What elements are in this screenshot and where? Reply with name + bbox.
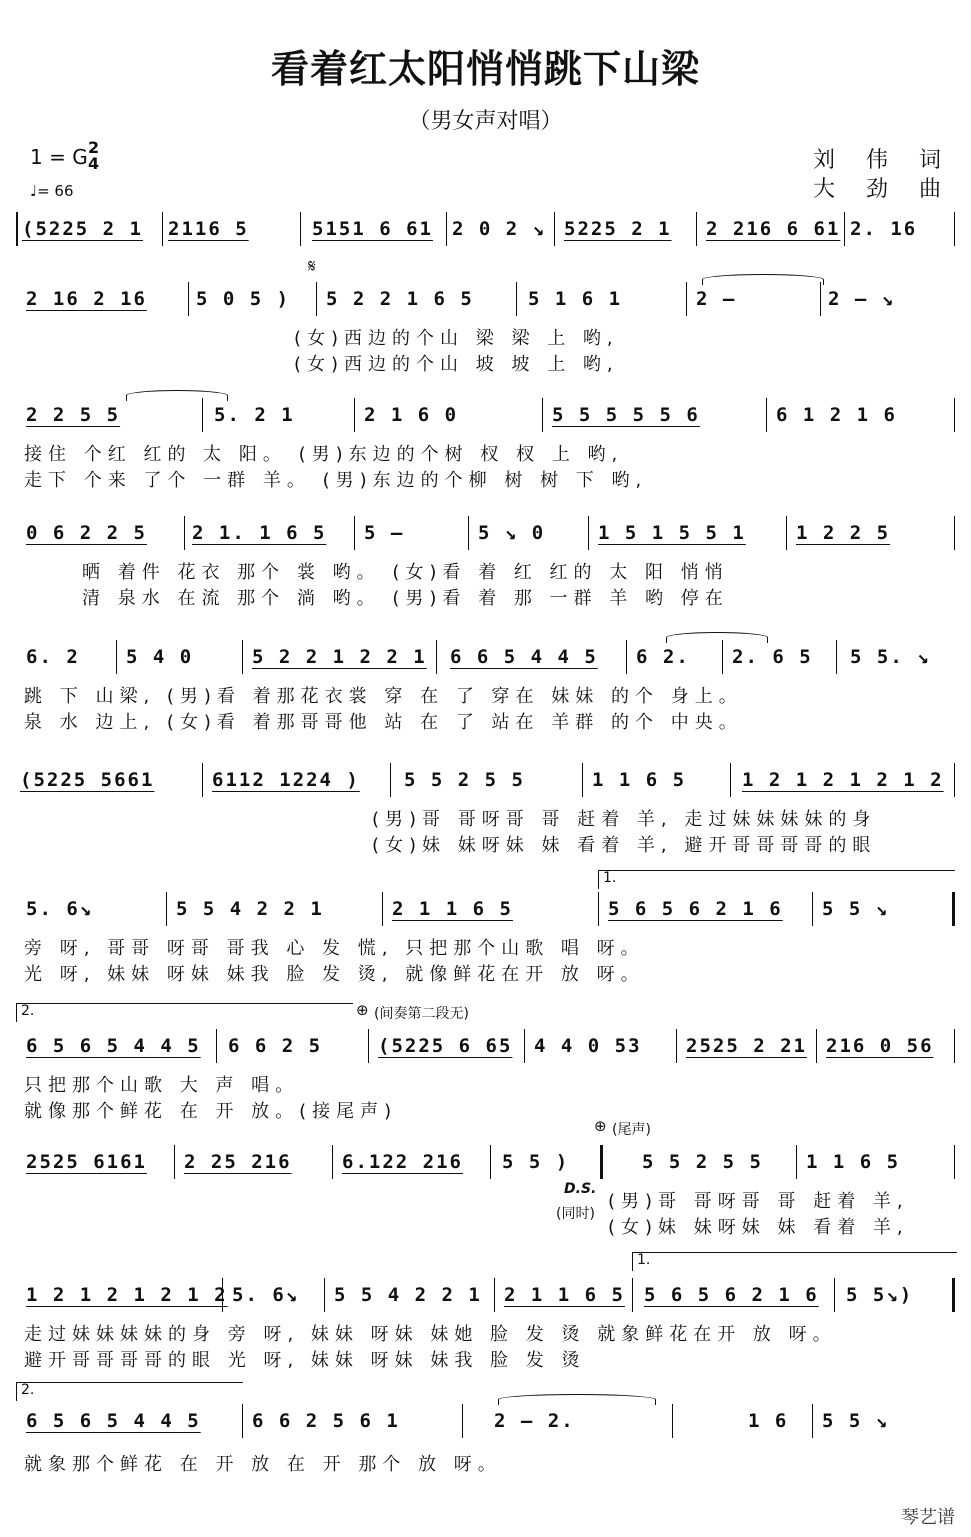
measure: 5 4 0: [126, 646, 194, 668]
lyricist-credit: 刘 伟 词: [813, 148, 953, 173]
coda-note: (间奏第二段无): [374, 1006, 469, 1022]
measure: 6112 1224 ): [212, 769, 360, 791]
measure: 6 6 5 4 4 5: [450, 646, 598, 668]
measure: 2 1 1 6 5: [504, 1284, 625, 1306]
lyric-line-2: 走下 个来 了个 一群 羊。 (男)东边的个柳 树 树 下 哟,: [24, 470, 648, 491]
notes-row: [16, 1145, 956, 1179]
measure: 6 5 6 5 4 4 5: [26, 1410, 201, 1432]
measure: 2 2 5 5: [26, 404, 121, 426]
notes-row: [16, 892, 956, 926]
measure: 5 5 5 5 5 6: [552, 404, 700, 426]
measure: 2 25 216: [184, 1151, 292, 1173]
measure: 5 6 5 6 2 1 6: [608, 898, 783, 920]
measure: 5151 6 61: [312, 218, 433, 240]
lyric-line-2: 光 呀, 妹妹 呀妹 妹我 脸 发 烫, 就像鲜花在开 放 呀。: [24, 964, 645, 985]
composer-credit: 大 劲 曲: [813, 177, 953, 202]
measure: 2 – ↘: [828, 288, 896, 310]
measure: 5225 2 1: [564, 218, 672, 240]
segno-icon: 𝄋: [308, 256, 316, 277]
measure: 2 16 2 16: [26, 288, 147, 310]
notes-row: [16, 763, 956, 797]
lyric-line-2: 清 泉水 在流 那个 淌 哟。 (男)看 着 那 一群 羊 哟 停在: [82, 588, 729, 609]
coda-label: (尾声): [612, 1122, 651, 1138]
time-signature: [88, 140, 99, 172]
measure: 2 216 6 61: [706, 218, 841, 240]
volta-1: 1.: [598, 870, 955, 889]
measure: 1 2 2 5: [796, 522, 891, 544]
lyric-line-1: 晒 着件 花衣 那个 裳 哟。 (女)看 着 红 红的 太 阳 悄悄: [82, 562, 729, 583]
measure: 2525 2 21: [686, 1035, 807, 1057]
measure: 4 4 0 53: [534, 1035, 642, 1057]
measure: 1 2 1 2 1 2 1 2: [26, 1284, 228, 1306]
lyric-line-2: (女)妹 妹呀妹 妹 看着 羊,: [608, 1217, 909, 1238]
measure: 216 0 56: [826, 1035, 934, 1057]
measure: 6 1 2 1 6: [776, 404, 897, 426]
measure: 2116 5: [168, 218, 249, 240]
lyric-line-1: 跳 下 山梁, (男)看 着那花衣裳 穿 在 了 穿在 妹妹 的个 身上。: [24, 686, 743, 707]
coda-icon: ⊕: [594, 1117, 607, 1135]
measure: 1 5 1 5 5 1: [598, 522, 746, 544]
measure: 5 1 6 1: [528, 288, 623, 310]
volta-1: 1.: [632, 1252, 957, 1271]
measure: 2. 6 5: [732, 646, 813, 668]
measure: 5 2 2 1 6 5: [326, 288, 474, 310]
measure: 5 5 ): [502, 1151, 570, 1173]
measure: 2 0 2 ↘: [452, 218, 547, 240]
volta-2: 2.: [16, 1382, 243, 1401]
measure: 5 5 ↘: [822, 1410, 890, 1432]
notes-row: [16, 212, 956, 246]
measure: 5 0 5 ): [196, 288, 291, 310]
notes-row: [16, 282, 956, 316]
measure: 5 5↘): [846, 1284, 914, 1306]
measure: 0 6 2 2 5: [26, 522, 147, 544]
ds-note: (同时): [556, 1206, 595, 1222]
meter-top: 2: [88, 138, 100, 157]
measure: (5225 5661: [20, 769, 155, 791]
lyric-line-1: 接住 个红 红的 太 阳。 (男)东边的个树 杈 杈 上 哟,: [24, 444, 624, 465]
lyric-line-1: (男)哥 哥呀哥 哥 赶着 羊, 走过妹妹妹妹的身: [372, 809, 877, 830]
measure: 5. 6↘: [232, 1284, 300, 1306]
lyric-line-2: 泉 水 边上, (女)看 着那哥哥他 站 在 了 站在 羊群 的个 中央。: [24, 712, 743, 733]
measure: 6 5 6 5 4 4 5: [26, 1035, 201, 1057]
measure: 5 5 2 5 5: [642, 1151, 763, 1173]
measure: 5. 2 1: [214, 404, 295, 426]
coda-icon: ⊕: [356, 1001, 369, 1019]
measure: 2 –: [696, 288, 737, 310]
measure: 5 5. ↘: [850, 646, 931, 668]
watermark-logo: 琴艺谱: [901, 1507, 955, 1528]
meter-bottom: 4: [88, 154, 100, 173]
measure: 2 1 6 0: [364, 404, 459, 426]
notes-row: [16, 516, 956, 550]
measure: 5 5 ↘: [822, 898, 890, 920]
measure: 1 1 6 5: [592, 769, 687, 791]
measure: 1 2 1 2 1 2 1 2: [742, 769, 944, 791]
notes-row: [16, 640, 956, 674]
measure: 5 5 2 5 5: [404, 769, 525, 791]
volta-2: 2.: [16, 1003, 353, 1022]
measure: (5225 2 1: [22, 218, 143, 240]
notes-row: [16, 1278, 956, 1312]
measure: (5225 6 65: [378, 1035, 513, 1057]
lyric-line-1: 走过妹妹妹妹的身 旁 呀, 妹妹 呀妹 妹她 脸 发 烫 就象鲜花在开 放 呀。: [24, 1324, 837, 1345]
measure: 5 –: [364, 522, 405, 544]
notes-row: [16, 1029, 956, 1063]
measure: 5 2 2 1 2 2 1: [252, 646, 427, 668]
ds-marking: D.S.: [564, 1181, 597, 1197]
measure: 6. 2: [26, 646, 80, 668]
tempo-marking: ♩= 66: [30, 182, 74, 200]
key-signature: 1 = G: [30, 145, 88, 169]
lyric-line-2: (女)西边的个山 坡 坡 上 哟,: [294, 354, 619, 375]
measure: 6 6 2 5: [228, 1035, 323, 1057]
measure: 2 1 1 6 5: [392, 898, 513, 920]
lyric-line-1: (男)哥 哥呀哥 哥 赶着 羊,: [608, 1191, 909, 1212]
lyric-line-1: 就象那个鲜花 在 开 放 在 开 那个 放 呀。: [24, 1454, 502, 1475]
measure: 2 1. 1 6 5: [192, 522, 327, 544]
measure: 1 1 6 5: [806, 1151, 901, 1173]
measure: 5. 6↘: [26, 898, 94, 920]
measure: 5 5 4 2 2 1: [176, 898, 324, 920]
measure: 1 6: [748, 1410, 789, 1432]
measure: 5 5 4 2 2 1: [334, 1284, 482, 1306]
measure: 2 – 2.: [494, 1410, 575, 1432]
measure: 5 6 5 6 2 1 6: [644, 1284, 819, 1306]
lyric-line-2: 避开哥哥哥哥的眼 光 呀, 妹妹 呀妹 妹我 脸 发 烫: [24, 1350, 586, 1371]
measure: 6 2.: [636, 646, 690, 668]
measure: 6 6 2 5 6 1: [252, 1410, 400, 1432]
measure: 2. 16: [850, 218, 918, 240]
notes-row: [16, 398, 956, 432]
measure: 6.122 216: [342, 1151, 463, 1173]
lyric-line-1: (女)西边的个山 梁 梁 上 哟,: [294, 328, 619, 349]
measure: 5 ↘ 0: [478, 522, 546, 544]
song-subtitle: （男女声对唱）: [408, 109, 563, 134]
song-title: 看着红太阳悄悄跳下山梁: [270, 47, 700, 91]
lyric-line-2: (女)妹 妹呀妹 妹 看着 羊, 避开哥哥哥哥的眼: [372, 835, 877, 856]
lyric-line-2: 就像那个鲜花 在 开 放。(接尾声): [24, 1101, 398, 1122]
lyric-line-1: 旁 呀, 哥哥 呀哥 哥我 心 发 慌, 只把那个山歌 唱 呀。: [24, 938, 645, 959]
lyric-line-1: 只把那个山歌 大 声 唱。: [24, 1075, 300, 1096]
measure: 2525 6161: [26, 1151, 147, 1173]
notes-row: [16, 1404, 956, 1438]
